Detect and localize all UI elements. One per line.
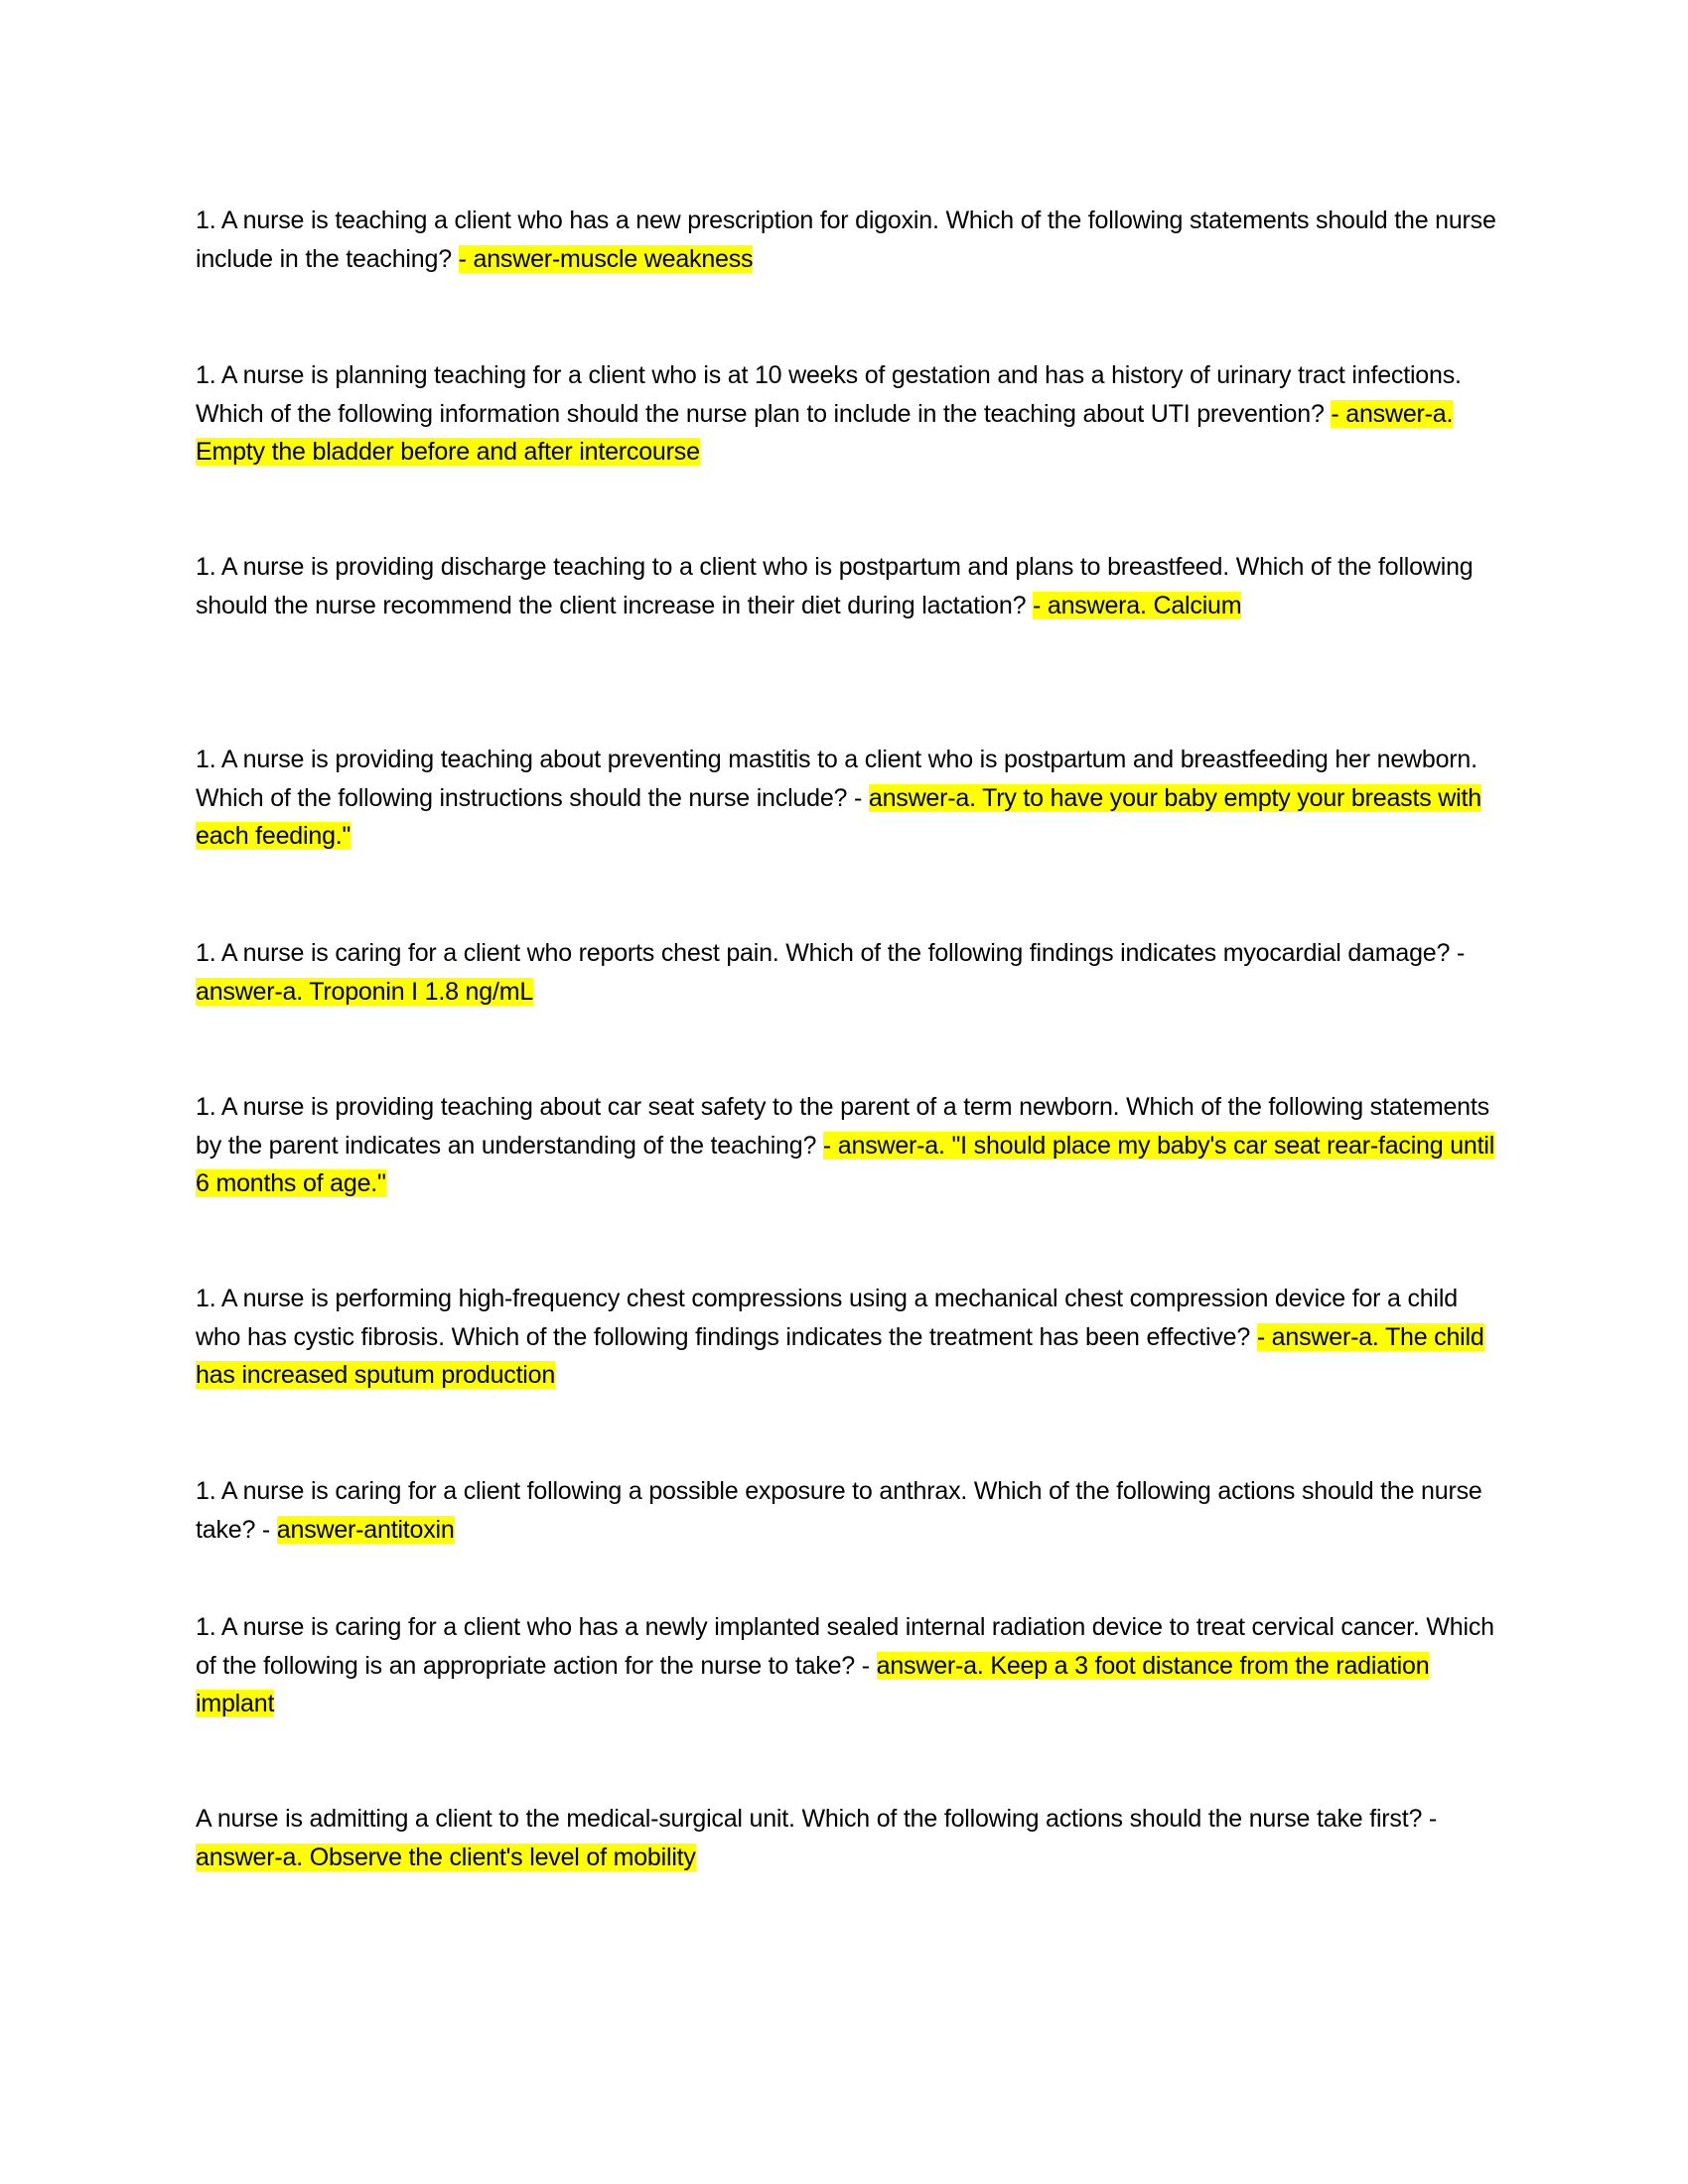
question-text: 1. A nurse is providing teaching about preventing mastitis to a client who is postpartum and breastfeeding her newborn. Which of the following instructions should the nurse include? <box>196 746 1477 812</box>
question-text: 1. A nurse is teaching a client who has a new prescription for digoxin. Which of the following statements should the nurse include in the teaching? <box>196 206 1496 273</box>
question-block <box>196 1608 1496 1723</box>
question-block <box>196 1472 1496 1549</box>
highlighted-answer: - answer-muscle weakness <box>458 244 754 273</box>
highlighted-answer: answer-antitoxin <box>276 1515 455 1544</box>
question-text: 1. A nurse is caring for a client who has a newly implanted sealed internal radiation device to treat cervical cancer. Which of the following is an appropriate action for the nurse to take? <box>196 1613 1494 1680</box>
highlighted-answer: - answer-a. "I should place my baby's car seat rear-facing until 6 months of age." <box>196 1131 1495 1197</box>
question-text: 1. A nurse is providing teaching about car seat safety to the parent of a term newborn. Which of the following statements by the parent indicates an understanding of the teaching? <box>196 1093 1489 1160</box>
question-text: 1. A nurse is performing high-frequency chest compressions using a mechanical chest compression device for a child who has cystic fibrosis. Which of the following findings indicates the treatment has been effective? <box>196 1285 1458 1351</box>
highlighted-answer: answer-a. Observe the client's level of mobility <box>196 1843 696 1871</box>
question-block <box>196 548 1496 624</box>
answer-separator: - <box>261 1515 277 1544</box>
highlighted-answer: - answer-a. Empty the bladder before and after intercourse <box>196 399 1454 466</box>
question-block <box>196 1280 1496 1395</box>
highlighted-answer: - answer-a. The child has increased sputum production <box>196 1322 1484 1389</box>
highlighted-answer: answer-a. Keep a 3 foot distance from the radiation implant <box>196 1651 1430 1717</box>
answer-separator: - <box>1456 939 1466 967</box>
question-block <box>196 741 1496 856</box>
question-block <box>196 202 1496 278</box>
highlighted-answer: - answera. Calcium <box>1033 591 1242 619</box>
question-text: 1. A nurse is caring for a client who reports chest pain. Which of the following findings indicates myocardial damage? <box>196 939 1457 967</box>
question-text: 1. A nurse is planning teaching for a client who is at 10 weeks of gestation and has a history of urinary tract infections. Which of the following information should the nurse plan to include in the teaching about UTI prevention? <box>196 361 1462 428</box>
highlighted-answer: answer-a. Try to have your baby empty your breasts with each feeding." <box>196 783 1481 850</box>
question-block <box>196 934 1496 1011</box>
highlighted-answer: answer-a. Troponin I 1.8 ng/mL <box>196 977 534 1006</box>
question-block <box>196 356 1496 472</box>
question-text: 1. A nurse is caring for a client following a possible exposure to anthrax. Which of the following actions should the nurse take? <box>196 1477 1482 1544</box>
question-block <box>196 1088 1496 1203</box>
question-text: 1. A nurse is providing discharge teaching to a client who is postpartum and plans to breastfeed. Which of the following should the nurse recommend the client increase in their diet during lactation? <box>196 553 1474 619</box>
question-text: A nurse is admitting a client to the medical-surgical unit. Which of the following actions should the nurse take first? <box>196 1805 1429 1833</box>
answer-separator: - <box>1428 1805 1438 1833</box>
answer-separator: - <box>861 1651 877 1680</box>
question-block <box>196 1800 1496 1876</box>
answer-separator: - <box>853 783 869 812</box>
